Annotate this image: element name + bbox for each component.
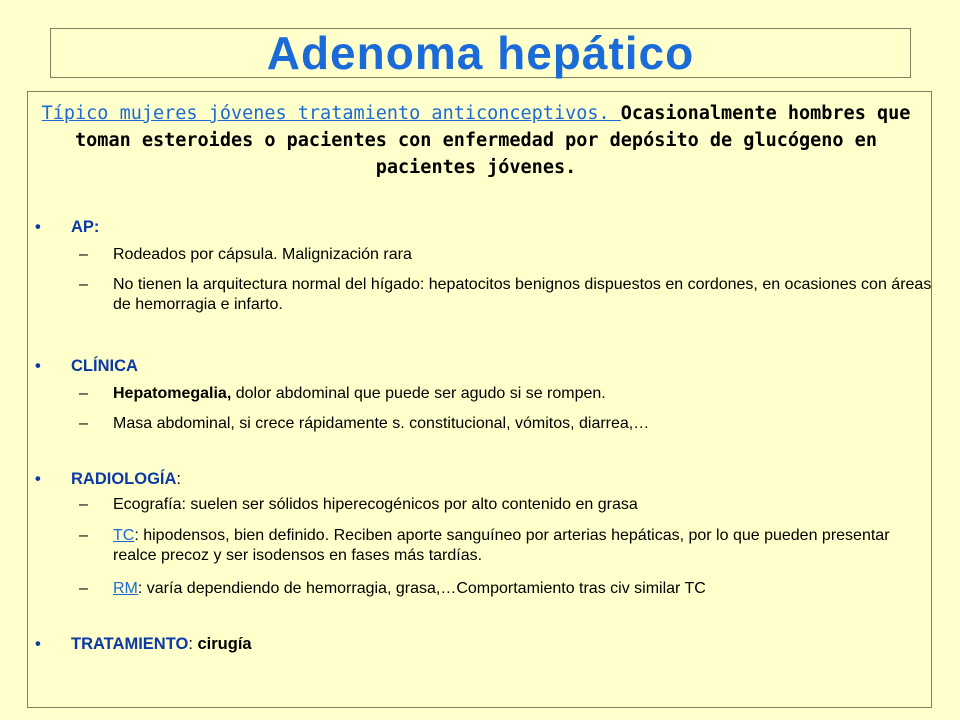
radiologia-item-2-rest: : hipodensos, bien definido. Reciben aporte sanguíneo por arterias hepáticas, por lo que pueden presentar realce precoz y ser isodensos en fases más tardías. [113, 527, 890, 564]
tratamiento-colon: : [188, 635, 198, 653]
ap-item-1-text: Rodeados por cápsula. Malignización rara [113, 246, 412, 263]
dash-icon: – [79, 527, 88, 544]
clinica-item-1-text [113, 384, 933, 404]
clinica-item-1-rest: dolor abdominal que puede ser agudo si se rompen. [231, 385, 606, 402]
dash-icon: – [79, 415, 88, 432]
section-clinica-label: CLÍNICA [71, 357, 138, 375]
dash-icon: – [79, 385, 88, 402]
dash-icon: – [79, 580, 88, 597]
bullet-icon: • [35, 635, 41, 653]
intro-paragraph [36, 100, 916, 181]
radiologia-item-3-text [113, 579, 933, 599]
title-box [50, 28, 911, 78]
dash-icon: – [79, 246, 88, 263]
bullet-icon: • [35, 470, 41, 488]
intro-link[interactable]: Típico mujeres jóvenes tratamiento anticonceptivos. [41, 103, 621, 124]
section-ap-label: AP: [71, 218, 100, 236]
page-title: Adenoma hepático [266, 27, 695, 79]
dash-icon: – [79, 276, 88, 293]
radiologia-item-3-rest: : varía dependiendo de hemorragia, grasa,…Comportamiento tras civ similar TC [137, 580, 706, 597]
bullet-icon: • [35, 218, 41, 236]
bullet-icon: • [35, 357, 41, 375]
content-box [27, 91, 932, 708]
clinica-item-2-text: Masa abdominal, si crece rápidamente s. constitucional, vómitos, diarrea,… [113, 415, 650, 432]
radiologia-heading-text: RADIOLOGÍA [71, 470, 177, 488]
radiologia-colon: : [176, 470, 182, 488]
radiologia-item-2-text [113, 526, 933, 566]
dash-icon: – [79, 496, 88, 513]
section-tratamiento-label [71, 635, 252, 654]
tratamiento-value: cirugía [197, 635, 252, 653]
rm-link[interactable]: RM [113, 580, 138, 597]
tratamiento-heading-text: TRATAMIENTO [71, 635, 189, 653]
tc-link[interactable]: TC [113, 527, 135, 544]
section-radiologia-label [71, 470, 181, 489]
ap-item-2-text: No tienen la arquitectura normal del hígado: hepatocitos benignos dispuestos en cordones, en ocasiones con áreas de hemorragia e infarto. [113, 276, 932, 313]
clinica-item-1-bold: Hepatomegalia, [113, 385, 232, 402]
radiologia-item-1-text: Ecografía: suelen ser sólidos hiperecogénicos por alto contenido en grasa [113, 496, 638, 513]
intro-text: Ocasionalmente hombres que toman esteroides o pacientes con enfermedad por depósito de glucógeno en pacientes jóvenes. [75, 103, 911, 178]
